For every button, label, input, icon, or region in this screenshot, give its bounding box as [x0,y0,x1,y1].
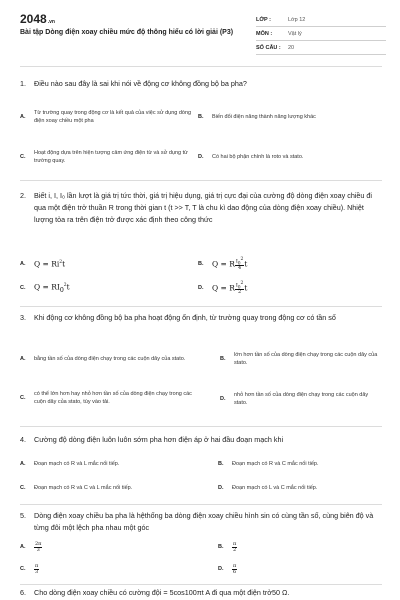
meta-row-subject [256,27,386,41]
question-text: Biết i, I, I₀ lần lượt là giá trị tức thời, giá trị hiệu dụng, giá trị cực đại của cường độ dòng điện xoay chiều đi qua một điện trở thuần R trong thời gian t (t >> T, T là chu kì dao động của dòng điện xoay chiều). Nhiệt lượng tỏa ra trên điện trở được xác định theo công thức [34,191,373,224]
question-4 [20,434,382,500]
formula-2pi-over-3: $\frac{2\pi}{3}$ [35,540,42,553]
option-text: lớn hơn tần số của dòng điện chạy trong các cuộn dây của stato. [234,352,378,366]
option-label: C. [20,154,26,160]
option-text: bằng tần số của dòng điện chạy trong các cuộn dây của stato. [34,356,186,362]
question-stem [20,312,382,324]
question-5 [20,510,382,582]
option-text: Có hai bộ phận chính là roto và stato. [212,154,304,160]
question-number: 5. [20,511,26,520]
document-title: Bài tập Dòng điện xoay chiều mức độ thông hiểu có lời giải (P3) [20,29,234,36]
option-text: Đoạn mạch có L và C mắc nối tiếp. [232,485,318,491]
option-label: C. [20,285,26,291]
divider [20,66,382,67]
option-label: B. [218,461,224,467]
option-label: B. [220,356,226,362]
option-text: có thể lớn hơn hay nhỏ hơn tần số của dòng điện chạy trong các cuộn dây của stato, tùy vào tải. [34,391,192,405]
option-label: C. [20,566,26,572]
question-text: Điều nào sau đây là sai khi nói về động cơ không đồng bộ ba pha? [34,79,247,88]
question-text: Khi động cơ không đồng bộ ba pha hoạt động ổn định, từ trường quay trong động cơ có tần số [34,313,336,322]
option-text: Hoạt động dựa trên hiện tượng cảm ứng điện từ và sử dụng từ trường quay. [34,150,188,164]
option-b[interactable] [220,348,382,370]
option-a[interactable] [20,256,195,272]
question-text: Cường độ dòng điện luôn luôn sớm pha hơn điện áp ở hai đầu đoạn mạch khi [34,435,284,444]
option-b[interactable] [198,102,382,132]
option-a[interactable] [20,348,195,370]
question-number: 3. [20,313,26,322]
meta-value: 20 [288,44,295,51]
question-stem [20,587,382,599]
option-label: B. [218,544,224,550]
option-d[interactable] [220,388,382,410]
option-text: Đoạn mạch có R và C mắc nối tiếp. [232,461,319,467]
option-b[interactable] [218,458,382,470]
option-label: D. [218,566,224,572]
option-label: D. [198,154,204,160]
option-label: A. [20,461,26,467]
option-d[interactable] [218,562,382,576]
question-number: 4. [20,435,26,444]
option-text: nhỏ hơn tần số của dòng điện chạy trong các cuộn dây stato. [234,392,369,406]
formula-q-i0-over-4: Q = R $\frac{I_0^2}{4}$ t [212,256,248,272]
option-text: Đoạn mạch có R và C và L mắc nối tiếp. [34,485,133,491]
logo-main: 2048 [20,12,47,26]
option-c[interactable] [20,146,195,168]
formula-pi-over-2: $\frac{\pi}{2}$ [233,540,237,553]
option-c[interactable] [20,482,210,494]
option-b[interactable] [218,540,382,554]
option-b[interactable] [198,256,382,272]
option-c[interactable] [20,382,195,414]
formula-pi-over-6: $\frac{\pi}{6}$ [233,562,237,575]
option-text: Biến đổi điện năng thành năng lượng khác [212,114,316,120]
option-d[interactable] [198,146,382,168]
divider [20,584,382,585]
question-stem [20,190,382,226]
question-number: 1. [20,79,26,88]
option-label: B. [198,261,204,267]
meta-row-class [256,13,386,27]
option-label: A. [20,544,26,550]
option-text: Đoạn mạch có R và L mắc nối tiếp. [34,461,120,467]
meta-value: Vật lý [288,30,302,37]
site-logo[interactable] [20,12,55,26]
option-a[interactable] [20,102,195,132]
option-a[interactable] [20,458,195,470]
meta-key: MÔN : [256,30,273,37]
meta-value: Lớp 12 [288,16,306,23]
divider [20,426,382,427]
formula-pi-over-3: $\frac{\pi}{3}$ [35,562,39,575]
meta-table [256,13,386,55]
question-stem [20,510,382,534]
option-c[interactable] [20,562,195,576]
formula-q-ri2t: $Q = Ri^2t$ [34,259,66,269]
question-stem [20,78,382,90]
divider [20,180,382,181]
logo-sub: .vn [47,19,55,25]
document-header [20,12,382,58]
meta-key: LỚP : [256,16,271,23]
divider [20,504,382,505]
option-a[interactable] [20,540,195,554]
question-number: 2. [20,191,26,200]
option-label: D. [220,396,226,402]
option-d[interactable] [198,280,382,296]
formula-q-i0-over-2: Q = R $\frac{I_0^2}{2}$ t [212,280,248,296]
option-label: A. [20,356,26,362]
question-3 [20,312,382,422]
meta-key: SỐ CÂU : [256,44,281,51]
question-1 [20,78,382,188]
option-label: A. [20,261,26,267]
question-6 [20,587,382,600]
option-label: A. [20,114,26,120]
option-label: B. [198,114,204,120]
question-stem [20,434,382,446]
question-text: Cho dòng điện xoay chiều có cường đội = 5cos100πt A đi qua một điện trở50 Ω. [34,588,290,597]
meta-row-count [256,41,386,55]
option-c[interactable] [20,280,195,296]
divider [20,306,382,307]
question-2 [20,190,382,308]
option-text: Từ trường quay trong động cơ là kết quả của việc sử dụng dòng điện xoay chiều một pha [34,110,192,124]
question-text: Dòng điện xoay chiều ba pha là hệthống ba dòng điện xoay chiều hình sin có cùng tần số, cùng biên độ và từng đôi một lệch pha nhau một góc [34,511,374,532]
option-label: D. [218,485,224,491]
option-d[interactable] [218,482,382,494]
question-number: 6. [20,588,26,597]
formula-q-ri0-2t: $Q = RI_0^2t$ [34,282,70,294]
option-label: D. [198,285,204,291]
option-label: C. [20,485,26,491]
option-label: C. [20,395,26,401]
